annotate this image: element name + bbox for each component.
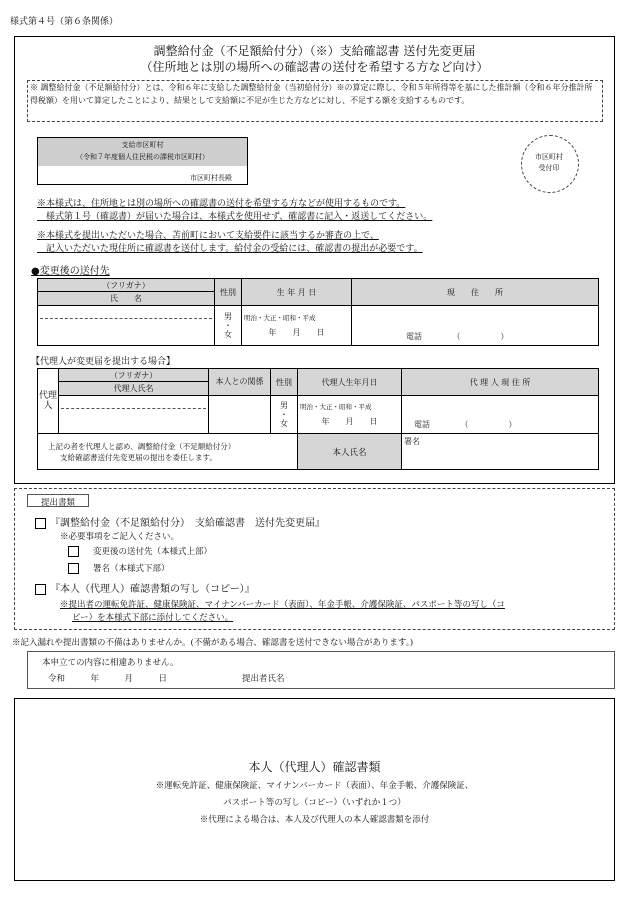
notice-line-2: 様式第１号（確認書）が届いた場合は、本様式を使用せず、確認書に記入・返送してください。 — [37, 212, 433, 222]
form-subtitle: （住所地とは別の場所への確認書の送付を希望する方など向け） — [140, 60, 489, 74]
declaration-date: 令和 年 月 日 — [48, 674, 168, 684]
t2-address-header: 代 理 人 現 住 所 — [402, 369, 599, 396]
documents-heading: 提出書類 — [40, 498, 75, 508]
form-title: 調整給付金（不足額給付分）（※）支給確認書 送付先変更届 — [153, 44, 476, 58]
section-new-address: ●変更後の送付先 — [31, 266, 110, 277]
t1-birth-cell[interactable] — [242, 306, 352, 346]
t2-phone-label: 電話 — [414, 420, 430, 429]
section-agent: 【代理人が変更届を提出する場合】 — [31, 357, 176, 367]
t1-dot: ・ — [224, 321, 232, 330]
t2-birth-cell[interactable] — [298, 396, 402, 434]
t1-address-cell[interactable] — [352, 306, 599, 346]
id-box-title: 本人（代理人）確認書類 — [248, 760, 381, 774]
municipality-mayor: 市区町村長殿 — [190, 174, 232, 182]
form-number: 様式第４号（第６条関係） — [10, 17, 119, 27]
id-box-line1: ※運転免許証、健康保険証、マイナンバーカード（表面）、年金手帳、介護保険証、 — [155, 781, 474, 791]
doc-sub-2-checkbox[interactable] — [68, 563, 79, 574]
t1-eras: 明治・大正・昭和・平成 — [244, 314, 316, 322]
municipality-label: 支給市区町村 — [121, 141, 164, 149]
t2-ymd: 年 月 日 — [321, 417, 378, 426]
doc-sub-1-label: 変更後の送付先（本様式上部） — [93, 547, 213, 557]
id-box-line3: ※代理による場合は、本人及び代理人の本人確認書類を添付 — [199, 815, 430, 825]
t2-male: 男 — [280, 401, 288, 410]
t1-gender-header: 性別 — [215, 279, 242, 306]
doc-sub-1 — [68, 545, 212, 557]
t1-name-header: 氏 名 — [38, 292, 215, 306]
doc-item-2-note-1: ※提出者の運転免許証、健康保険証、マイナンバーカード（表面）、年金手帳、介護保険証、パスポート等の写し（コ — [60, 600, 505, 610]
t2-birth-header: 代理人生年月日 — [298, 369, 402, 396]
t2-delegation-line2: 支給確認書送付先変更届の提出を委任します。 — [60, 452, 217, 462]
t2-self-name-label: 本人氏名 — [298, 434, 402, 470]
t2-furigana-header: （フリガナ） — [59, 369, 209, 382]
t2-relation-header: 本人との関係 — [209, 369, 271, 396]
t1-furigana-header: （フリガナ） — [38, 279, 215, 292]
doc-item-1-note: ※必要事項をご記入ください。 — [60, 532, 180, 542]
doc-item-2-checkbox[interactable] — [35, 584, 46, 595]
doc-item-1-checkbox[interactable] — [35, 518, 46, 529]
doc-item-2 — [35, 580, 255, 595]
doc-item-1-label: 『調整給付金（不足額給付分） 支給確認書 送付先変更届』 — [50, 518, 325, 529]
t2-address-cell[interactable] — [402, 396, 599, 434]
definition-note-text: ※ 調整給付金（不足額給付分）とは、令和６年に支給した調整給付金（当初給付分）※の算定に際し、令和５年所得等を基にした推計額（令和６年分推計所得税額）を用いて算定したことにより、結果として支給額に不足が生じた方などに対し、不足する額を支給するものです。 — [30, 83, 593, 105]
t1-address-header: 現 住 所 — [352, 279, 599, 306]
t2-name-cell[interactable] — [59, 396, 209, 434]
stamp-line2: 受付印 — [538, 164, 560, 172]
t1-female: 女 — [224, 330, 232, 339]
doc-sub-2-label: 署名（本様式下部） — [93, 564, 170, 574]
t2-female: 女 — [280, 419, 288, 428]
municipality-sub: （令和７年度個人住民税の課税市区町村） — [76, 153, 209, 161]
notice-line-4: 記入いただいた現住所に確認書を送付します。給付金の受給には、確認書の提出が必要です。 — [37, 244, 423, 254]
t1-gender-cell[interactable] — [215, 306, 242, 346]
doc-item-1 — [35, 514, 325, 529]
t2-dot: ・ — [280, 410, 288, 419]
t2-side-label: 代理人 — [38, 369, 59, 434]
notice-line-3: ※本様式を提出いただいた場合、苫前町において支給要件に該当するか審査の上で、 — [37, 231, 379, 241]
t2-relation-cell[interactable] — [209, 396, 271, 434]
t2-furigana-divider — [61, 408, 206, 409]
t2-signature-cell[interactable] — [402, 434, 599, 470]
notice-line-1: ※本様式は、住所地とは別の場所への確認書の送付を希望する方などが使用するものです。 — [37, 199, 406, 209]
t2-gender-header: 性別 — [271, 369, 298, 396]
t2-phone-paren: （ ） — [460, 420, 517, 429]
t1-male: 男 — [224, 312, 232, 321]
stamp-line1: 市区町村 — [535, 153, 563, 161]
t2-gender-cell[interactable] — [271, 396, 298, 434]
doc-item-2-label: 『本人（代理人）確認書類の写し（コピー）』 — [50, 584, 255, 595]
t1-ymd: 年 月 日 — [268, 328, 325, 337]
t1-phone-label: 電話 — [406, 332, 422, 341]
t2-name-header: 代理人氏名 — [59, 382, 209, 396]
agent-table — [37, 368, 599, 470]
new-address-table — [37, 278, 599, 346]
doc-sub-2 — [68, 562, 170, 574]
declaration-line1: 本申立ての内容に相違ありません。 — [42, 658, 179, 668]
t1-phone-paren: （ ） — [452, 332, 509, 341]
id-box-line2: パスポート等の写し（コピー）（いずれか１つ） — [223, 798, 406, 808]
t1-birth-header: 生 年 月 日 — [242, 279, 352, 306]
t2-delegation-cell — [38, 434, 298, 470]
doc-sub-1-checkbox[interactable] — [68, 546, 79, 557]
doc-item-2-note-2: ピー）を本様式下部に添付してください。 — [72, 613, 234, 623]
t2-eras: 明治・大正・昭和・平成 — [300, 403, 372, 411]
check-notice: ※記入漏れや提出書類の不備はありませんか。(不備がある場合、確認書を送付できない場合があります。) — [12, 638, 414, 648]
t1-name-cell[interactable] — [38, 306, 215, 346]
declaration-submitter: 提出者氏名 — [242, 674, 285, 684]
t2-delegation-line1: 上記の者を代理人と認め、調整給付金（不足額給付分） — [48, 441, 236, 451]
t2-signature-label: 署名 — [404, 437, 420, 446]
t1-furigana-divider — [40, 318, 212, 319]
